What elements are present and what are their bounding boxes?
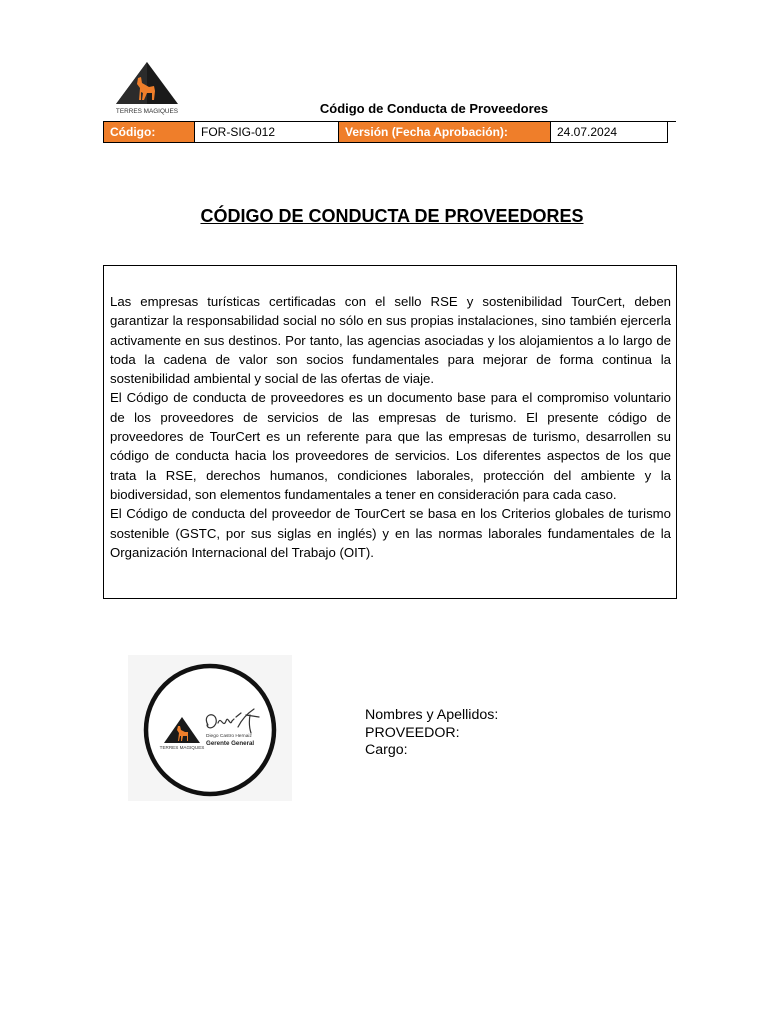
logo-brand-text: TERRES MAGIQUES [115,108,179,115]
body-paragraph-2: El Código de conducta de proveedores es un documento base para el compromiso voluntario de los proveedores de servicios de las empresas de turismo. El presente código de proveedores de TourCert es un referente para que las empresas de turismo, desarrollen su código de conducta hacia los proveedores de servicios. Los diferentes aspectos de los que trata la RSE, derechos humanos, condiciones laborales, protección del ambiente y la biodiversidad, son elementos fundamentales a tener en consideración para cada caso. [110,390,671,502]
company-stamp [128,655,292,801]
document-header-title: Código de Conducta de Proveedores [319,101,549,116]
code-value: FOR-SIG-012 [195,122,339,143]
stamp-name: Diego Castro Hernaiz [206,734,252,739]
body-text-box [103,265,677,599]
document-title: CÓDIGO DE CONDUCTA DE PROVEEDORES [200,206,584,226]
company-logo [112,60,182,116]
version-label: Versión (Fecha Aprobación): [339,122,551,143]
document-meta-table [103,121,676,143]
supplier-label: PROVEEDOR: [365,724,460,741]
version-value: 24.07.2024 [551,122,668,143]
meta-spacer [668,122,676,143]
body-paragraph-3: El Código de conducta del proveedor de TourCert se basa en los Criterios globales de turismo sostenible (GSTC, por sus siglas en inglés) y en las normas laborales fundamentales de la Organización Internacional del Trabajo (OIT). [110,506,671,560]
stamp-role: Gerente General [206,740,255,747]
position-label: Cargo: [365,742,408,758]
stamp-brand-text: TERRES MAGIQUES [159,745,205,750]
code-label: Código: [104,122,195,143]
body-paragraph-1: Las empresas turísticas certificadas con el sello RSE y sostenibilidad TourCert, deben garantizar la responsabilidad social no sólo en sus propias instalaciones, sino también ejercerla activamente en sus destinos. Por tanto, las agencias asociadas y los alojamientos a lo largo de toda la cadena de valor son socios fundamentales para mejorar de forma continua la sostenibilidad ambiental y social de las ofertas de viaje. [110,294,671,387]
name-label: Nombres y Apellidos: [365,707,499,723]
signature-fields [365,707,498,760]
meta-row [104,122,676,143]
